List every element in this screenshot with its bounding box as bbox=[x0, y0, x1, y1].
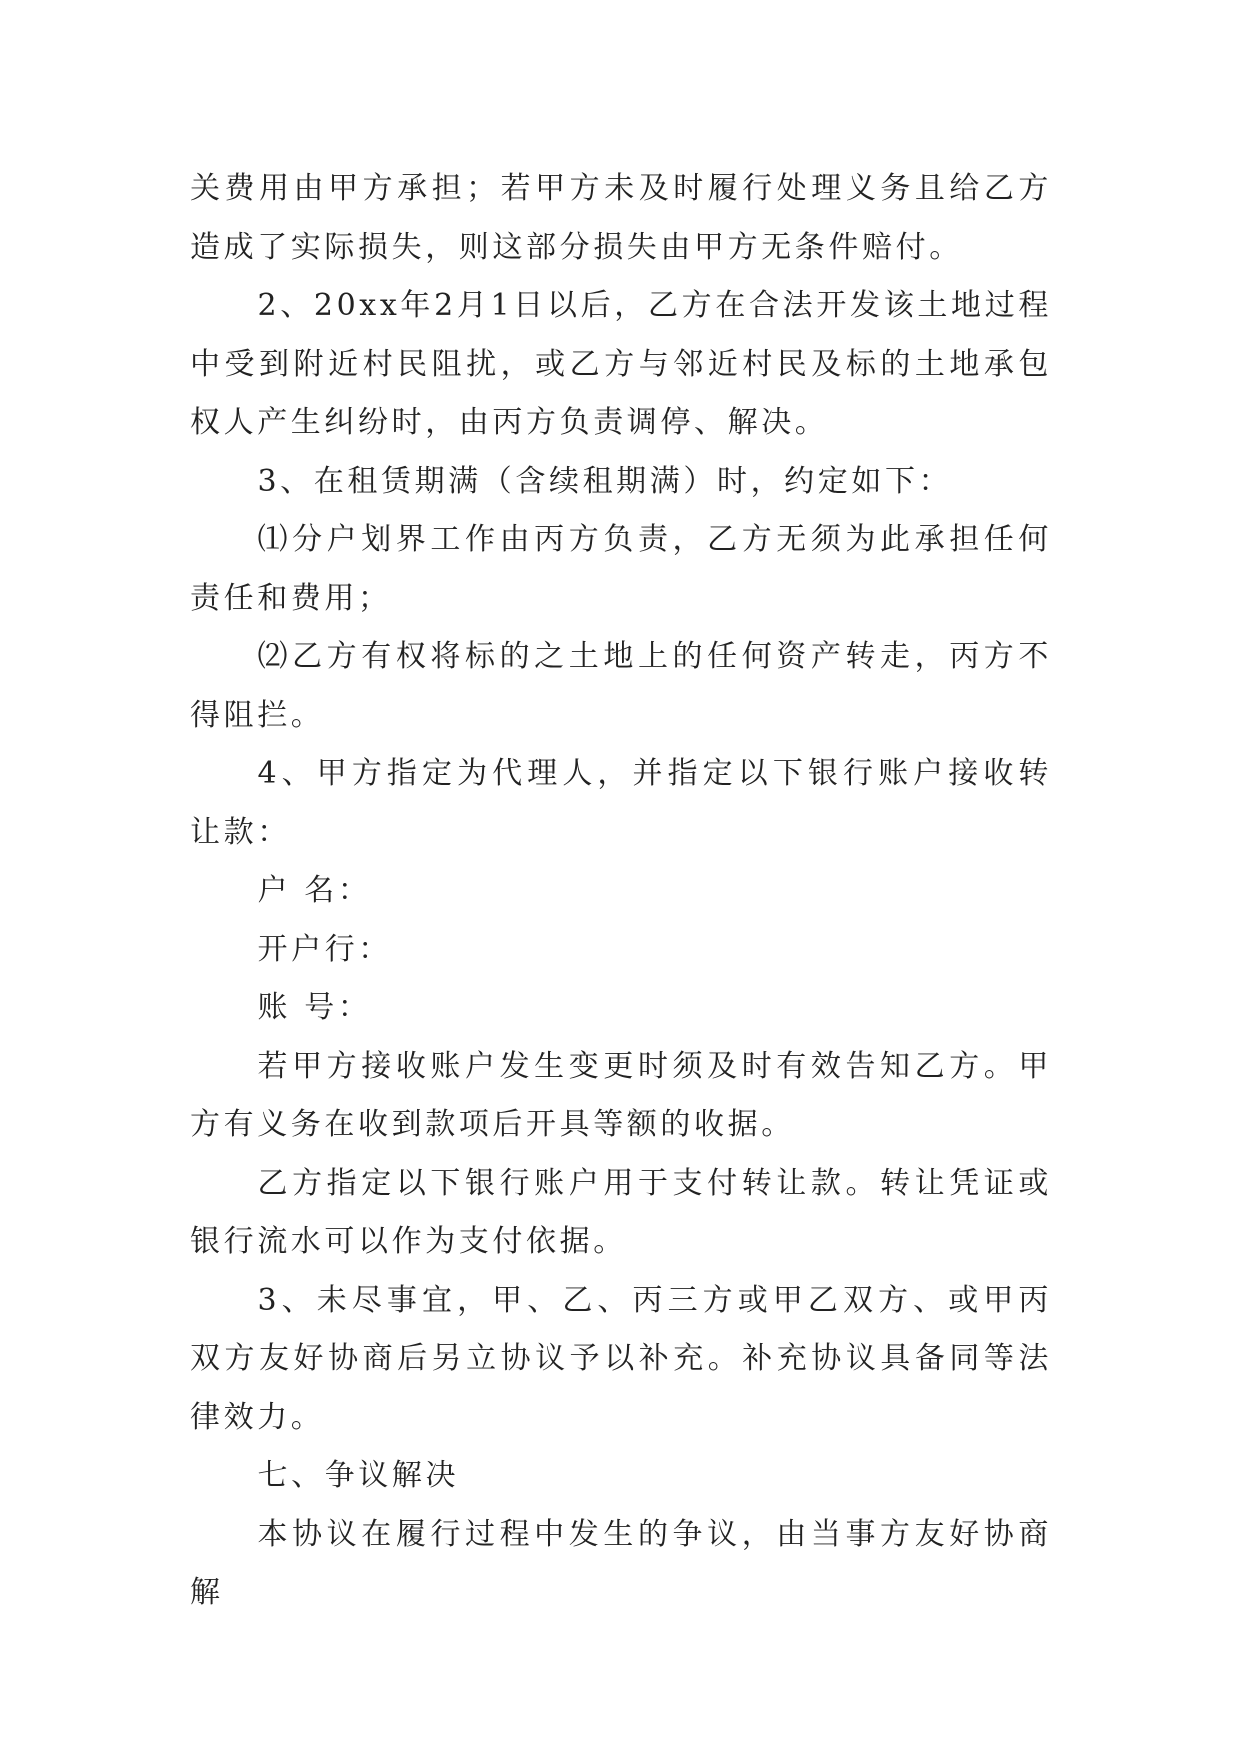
document-page bbox=[190, 160, 1052, 1623]
section-heading-dispute: 七、争议解决 bbox=[257, 1458, 460, 1493]
account-name-line: 户 名： bbox=[257, 873, 372, 908]
bank-line: 开户行： bbox=[257, 931, 392, 967]
paragraph-3: 3、在租赁期满（含续租期满）时，约定如下： bbox=[257, 463, 953, 499]
paragraph-12: 3、未尽事宜，甲、乙、丙三方或甲乙双方、或甲丙双方友好协商后另立协议予以补充。补充协议具备同等法律效力。 bbox=[190, 1282, 1052, 1435]
paragraph-11: 乙方指定以下银行账户用于支付转让款。转让凭证或银行流水可以作为支付依据。 bbox=[190, 1165, 1052, 1259]
paragraph-2: 2、20xx年2月1日以后，乙方在合法开发该土地过程中受到附近村民阻扰，或乙方与邻近村民及标的土地承包权人产生纠纷时，由丙方负责调停、解决。 bbox=[190, 288, 1052, 440]
paragraph-4: ⑴分户划界工作由丙方负责，乙方无须为此承担任何责任和费用； bbox=[190, 522, 1052, 616]
paragraph-6: 4、甲方指定为代理人，并指定以下银行账户接收转让款： bbox=[190, 756, 1052, 850]
paragraph-5: ⑵乙方有权将标的之土地上的任何资产转走，丙方不得阻拦。 bbox=[190, 639, 1052, 733]
paragraph-10: 若甲方接收账户发生变更时须及时有效告知乙方。甲方有义务在收到款项后开具等额的收据。 bbox=[190, 1048, 1052, 1142]
paragraph-1: 关费用由甲方承担；若甲方未及时履行处理义务且给乙方造成了实际损失，则这部分损失由甲方无条件赔付。 bbox=[190, 171, 1052, 265]
account-number-line: 账 号： bbox=[257, 990, 372, 1025]
paragraph-14: 本协议在履行过程中发生的争议，由当事方友好协商解 bbox=[190, 1516, 1052, 1610]
